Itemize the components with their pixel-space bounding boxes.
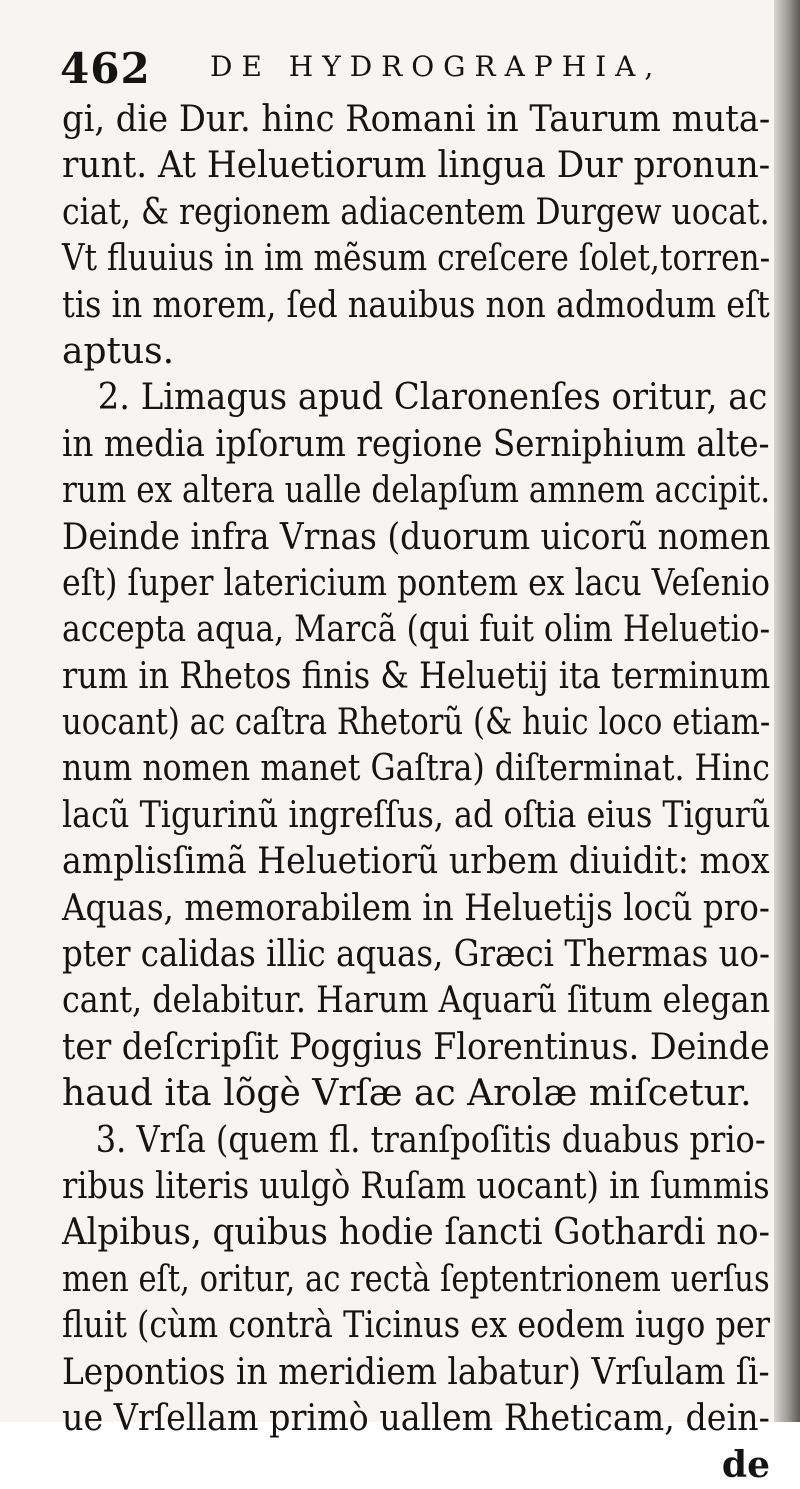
text-line: Vt fluuius in im mẽsum creſcere ſolet,torren- [62,238,771,280]
text-line: in media ipſorum regione Serniphium alte- [62,423,770,465]
text-line: pter calidas illic aquas, Græci Thermas uo- [62,934,770,976]
text-line: fluit (cùm contrà Ticinus ex eodem iugo per [62,1305,771,1347]
text-line: eſt) ſuper latericium pontem ex lacu Veſenio [62,562,771,604]
text-line: num nomen manet Gaſtra) diſterminat. Hinc [62,748,770,790]
text-line: Deinde infra Vrnas (duorum uicorũ nomen [62,516,771,558]
text-line: haud ita lõgè Vrſæ ac Arolæ miſcetur. [62,1073,752,1115]
text-line: gi, die Dur. hinc Romani in Taurum muta- [62,99,771,140]
text-line: ciat, & regionem adiacentem Durgew uocat. [62,191,770,233]
text-line: runt. At Heluetiorum lingua Dur pronun- [62,145,771,187]
paragraph-start-line: 3. Vrſa (quem fl. tranſpoſitis duabus prio- [95,1119,766,1161]
text-line: lacũ Tigurinũ ingreſſus, ad oſtia eius Tigurũ [62,794,771,836]
text-line: tis in morem, ſed nauibus non admodum eſt [62,284,770,326]
page-number: 462 [60,44,151,93]
binding-gutter [774,0,800,1422]
running-head: DE HYDROGRAPHIA, [210,50,663,83]
paragraph-start-line: 2. Limagus apud Claronenſes oritur, ac [97,377,768,419]
text-line: Alpibus, quibus hodie ſancti Gothardi no- [62,1212,771,1254]
catchword: de [721,1444,770,1487]
text-line: accepta aqua, Marcã (qui fuit olim Heluetio- [62,609,771,651]
text-line: rum ex altera ualle delapſum amnem accipit. [62,470,771,512]
text-line: Lepontios in meridiem labatur) Vrſulam ſi- [62,1351,770,1393]
body-text [62,97,774,1489]
text-line: Aquas, memorabilem in Heluetijs locũ pro- [62,887,770,929]
text-line: ter deſcripſit Poggius Florentinus. Deinde [62,1026,770,1068]
text-line: men eſt, oritur, ac rectà ſeptentrionem uerſus [62,1258,770,1300]
text-line: rum in Rhetos finis & Heluetij ita terminum [62,655,771,697]
text-line: amplisſimã Heluetiorũ urbem diuidit: mox [62,841,770,883]
text-line: uocant) ac caſtra Rhetorũ (& huic loco etiam- [62,702,771,744]
text-line: ue Vrſellam primò uallem Rheticam, dein- [62,1397,770,1439]
text-line: aptus. [62,330,175,372]
text-line: cant, delabitur. Harum Aquarũ ſitum elegan [62,980,771,1022]
text-line: ribus literis uulgò Ruſam uocant) in ſummis [62,1165,770,1207]
page-header [60,40,760,96]
